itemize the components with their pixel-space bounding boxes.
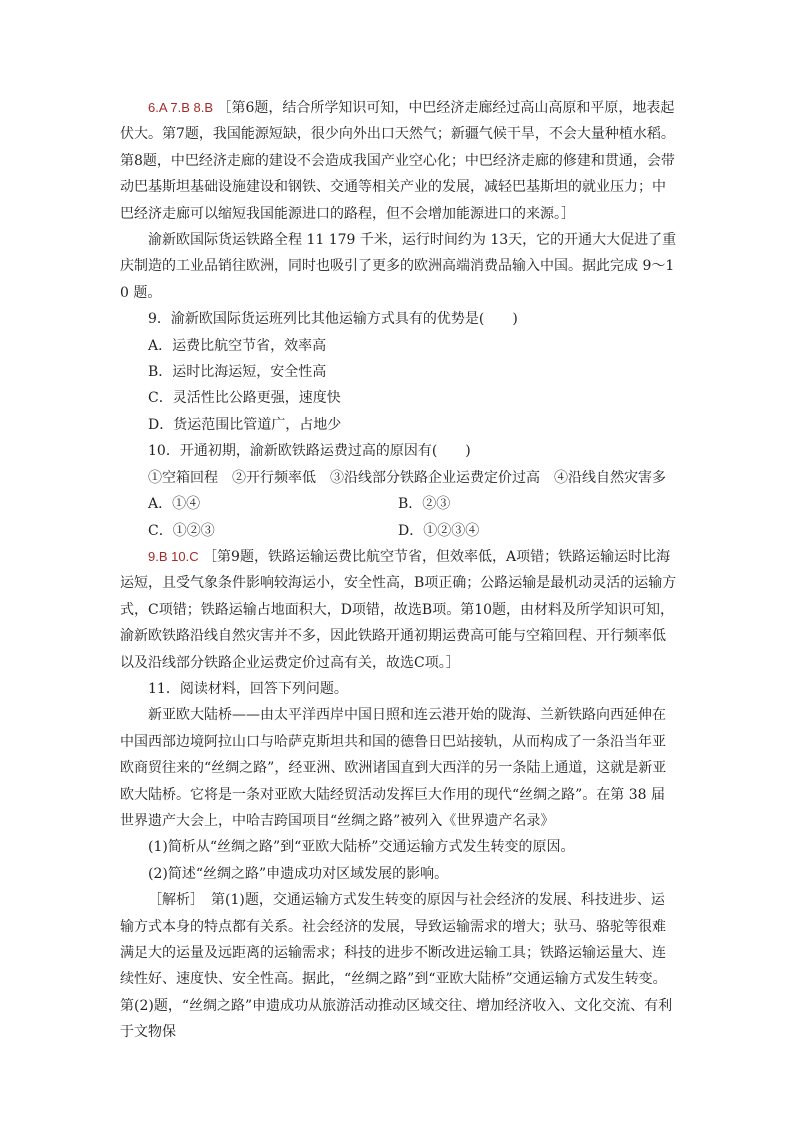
answer-keys-9-10: 9.B 10.C	[148, 548, 199, 564]
question-10-option-a: A．①④	[148, 496, 201, 513]
material-intro: 渝新欧国际货运铁路全程 11 179 千米，运行时间约为 13天，它的开通大大促进了重庆制造的工业品销往欧洲，同时也吸引了更多的欧洲高端消费品输入中国。据此完成 9～10 题。	[120, 232, 677, 301]
question-10-items: ①空箱回程 ②开行频率低 ③沿线部分铁路企业运费定价过高 ④沿线自然灾害多	[148, 469, 666, 486]
question-10-stem: 10．开通初期，渝新欧铁路运费过高的原因有( )	[148, 443, 471, 460]
question-9-option-b: B．运时比海运短，安全性高	[148, 364, 327, 381]
question-9-option-c: C．灵活性比公路更强，速度快	[148, 390, 341, 407]
answer-block-9-10	[120, 544, 678, 676]
question-9-option-d: D．货运范围比管道广，占地少	[148, 416, 342, 433]
question-9-option-a: A．运费比航空节省，效率高	[148, 337, 327, 354]
question-10-options-row-2	[120, 518, 678, 544]
question-11-sub-2: (2)简述“丝绸之路”申遗成功对区域发展的影响。	[148, 865, 449, 882]
question-11-sub-1: (1)简析从“丝绸之路”到“亚欧大陆桥”交通运输方式发生转变的原因。	[148, 839, 575, 856]
answer-keys-6-8: 6.A 7.B 8.B	[148, 100, 214, 115]
question-11-material: 新亚欧大陆桥——由太平洋西岸中国日照和连云港开始的陇海、兰新铁路向西延伸在中国西部边境阿拉山口与哈萨克斯坦共和国的德鲁日巴站接轨，从而构成了一条沿当年亚欧商贸往来的“丝绸之路”，经亚洲、欧洲诸国直到大西洋的另一条陆上通道，这就是新亚欧大陆桥。它将是一条对亚欧大陆经贸活动发挥巨大作用的现代“丝绸之路”。在第 38 届世界遗产大会上，中哈吉跨国项目“丝绸之路”被列入《世界遗产名录》	[120, 707, 667, 829]
question-11-analysis: ［解析］ 第(1)题，交通运输方式发生转变的原因与社会经济的发展、科技进步、运输方式本身的特点都有关系。社会经济的发展，导致运输需求的增大；驮马、骆驼等很难满足大的运量及远距离的运输需求；科技的进步不断改进运输工具；铁路运输运量大、连续性好、速度快、安全性高。据此，“丝绸之路”到“亚欧大陆桥”交通运输方式发生转变。第(2)题，“丝绸之路”申遗成功从旅游活动推动区域交往、增加经济收入、文化交流、有利于文物保	[120, 892, 673, 1041]
question-10-option-c: C．①②③	[148, 522, 215, 539]
question-10-option-d: D．①②③④	[398, 522, 480, 539]
question-10-option-b: B．②③	[398, 496, 451, 513]
answer-block-6-8	[120, 95, 678, 227]
question-9-stem: 9．渝新欧国际货运班列比其他运输方式具有的优势是( )	[148, 311, 518, 328]
document-content	[120, 95, 678, 1046]
answer-explanation-6-8: ［第6题，结合所学知识可知，中巴经济走廊经过高山高原和平原，地表起伏大。第7题，我国能源短缺，很少向外出口天然气；新疆气候干旱，不会大量种植水稻。第8题，中巴经济走廊的建设不会造成我国产业空心化；中巴经济走廊的修建和贯通，会带动巴基斯坦基础设施建设和钢铁、交通等相关产业的发展，减轻巴基斯坦的就业压力；中巴经济走廊可以缩短我国能源进口的路程，但不会增加能源进口的来源。］	[120, 100, 675, 222]
question-11-stem: 11．阅读材料，回答下列问题。	[148, 680, 348, 697]
answer-explanation-9-10: ［第9题，铁路运输运费比航空节省，但效率低，A项错；铁路运输运时比海运短，且受气象条件影响较海运小，安全性高，B项正确；公路运输是最机动灵活的运输方式，C项错；铁路运输占地面积大，D项错，故选B项。第10题，由材料及所学知识可知，渝新欧铁路沿线自然灾害并不多，因此铁路开通初期运费高可能与空箱回程、开行频率低以及沿线部分铁路企业运费定价过高有关，故选C项。］	[120, 548, 677, 671]
question-10-options-row-1	[120, 491, 678, 517]
